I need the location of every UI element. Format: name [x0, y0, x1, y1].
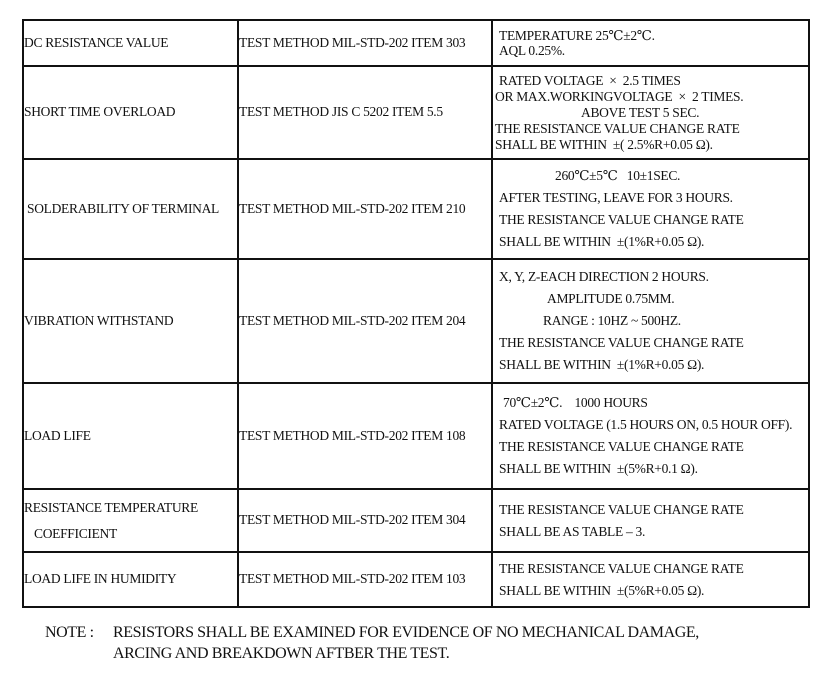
test-spec-line: SHALL BE WITHIN ±(5%R+0.05 Ω). [499, 582, 705, 598]
test-spec-line: THE RESISTANCE VALUE CHANGE RATE [495, 120, 740, 136]
table-row [23, 66, 809, 159]
test-spec-table [22, 19, 810, 608]
test-item-cell [23, 20, 238, 66]
test-method-text: TEST METHOD MIL-STD-202 ITEM 303 [239, 34, 466, 50]
note-line: RESISTORS SHALL BE EXAMINED FOR EVIDENCE OF NO MECHANICAL DAMAGE, [113, 624, 699, 641]
test-method-text: TEST METHOD MIL-STD-202 ITEM 204 [239, 312, 466, 328]
test-item-text: COEFFICIENT [34, 525, 117, 541]
test-spec-cell [492, 552, 809, 607]
test-spec-line: SHALL BE WITHIN ±(1%R+0.05 Ω). [499, 357, 705, 372]
table-row [23, 259, 809, 383]
test-method-cell [238, 159, 492, 259]
test-method-cell [238, 552, 492, 607]
test-spec-line: AFTER TESTING, LEAVE FOR 3 HOURS. [499, 190, 733, 205]
test-method-cell [238, 383, 492, 489]
test-spec-cell [492, 66, 809, 159]
test-item-text: DC RESISTANCE VALUE [24, 34, 169, 50]
test-item-cell [23, 159, 238, 259]
test-spec-line: SHALL BE WITHIN ±(5%R+0.1 Ω). [499, 461, 698, 476]
test-item-cell [23, 66, 238, 159]
test-spec-line: AMPLITUDE 0.75MM. [547, 291, 675, 306]
table-row [23, 552, 809, 607]
table-row [23, 383, 809, 489]
test-spec-line: THE RESISTANCE VALUE CHANGE RATE [499, 560, 744, 576]
test-item-text: SHORT TIME OVERLOAD [24, 104, 176, 120]
test-item-cell [23, 383, 238, 489]
test-method-cell [238, 20, 492, 66]
test-spec-line: RANGE : 10HZ ~ 500HZ. [543, 313, 681, 328]
test-spec-line: TEMPERATURE 25℃±2℃. [499, 28, 655, 43]
test-spec-line: THE RESISTANCE VALUE CHANGE RATE [499, 501, 744, 517]
test-spec-cell [492, 259, 809, 383]
note-line: ARCING AND BREAKDOWN AFTBER THE TEST. [113, 645, 450, 662]
test-spec-line: SHALL BE WITHIN ±( 2.5%R+0.05 Ω). [495, 136, 713, 152]
test-spec-line: SHALL BE AS TABLE – 3. [499, 523, 646, 539]
test-item-cell [23, 552, 238, 607]
test-spec-line: 260℃±5℃ 10±1SEC. [555, 168, 681, 183]
test-item-text: SOLDERABILITY OF TERMINAL [27, 200, 219, 216]
test-spec-line: ABOVE TEST 5 SEC. [581, 104, 700, 120]
test-method-text: TEST METHOD JIS C 5202 ITEM 5.5 [239, 104, 443, 120]
note-label: NOTE : [45, 624, 94, 641]
test-spec-line: THE RESISTANCE VALUE CHANGE RATE [499, 439, 744, 454]
test-spec-cell [492, 159, 809, 259]
test-method-text: TEST METHOD MIL-STD-202 ITEM 103 [239, 571, 466, 587]
test-method-text: TEST METHOD MIL-STD-202 ITEM 210 [239, 200, 466, 216]
test-item-text: VIBRATION WITHSTAND [24, 312, 174, 328]
test-spec-cell [492, 383, 809, 489]
test-spec-line: SHALL BE WITHIN ±(1%R+0.05 Ω). [499, 234, 705, 249]
test-item-text: LOAD LIFE [24, 427, 91, 443]
test-item-text: LOAD LIFE IN HUMIDITY [24, 571, 177, 587]
test-spec-line: X, Y, Z-EACH DIRECTION 2 HOURS. [499, 269, 709, 284]
note-text [113, 622, 699, 664]
test-item-cell [23, 489, 238, 552]
table-row [23, 20, 809, 66]
test-spec-line: RATED VOLTAGE (1.5 HOURS ON, 0.5 HOUR OFF). [499, 417, 793, 432]
test-spec-line: AQL 0.25%. [499, 43, 565, 58]
test-spec-table-body [23, 20, 809, 607]
table-row [23, 489, 809, 552]
test-spec-line: OR MAX.WORKINGVOLTAGE × 2 TIMES. [495, 88, 744, 104]
test-spec-line: THE RESISTANCE VALUE CHANGE RATE [499, 212, 744, 227]
test-method-text: TEST METHOD MIL-STD-202 ITEM 108 [239, 427, 466, 443]
test-method-cell [238, 259, 492, 383]
table-row [23, 159, 809, 259]
test-spec-line: 70℃±2℃. 1000 HOURS [503, 395, 648, 410]
test-spec-line: RATED VOLTAGE × 2.5 TIMES [499, 72, 681, 88]
test-method-text: TEST METHOD MIL-STD-202 ITEM 304 [239, 512, 466, 528]
test-item-text: RESISTANCE TEMPERATURE [24, 499, 198, 515]
test-method-cell [238, 66, 492, 159]
test-item-cell [23, 259, 238, 383]
test-spec-cell [492, 489, 809, 552]
test-spec-cell [492, 20, 809, 66]
test-spec-line: THE RESISTANCE VALUE CHANGE RATE [499, 335, 744, 350]
test-method-cell [238, 489, 492, 552]
